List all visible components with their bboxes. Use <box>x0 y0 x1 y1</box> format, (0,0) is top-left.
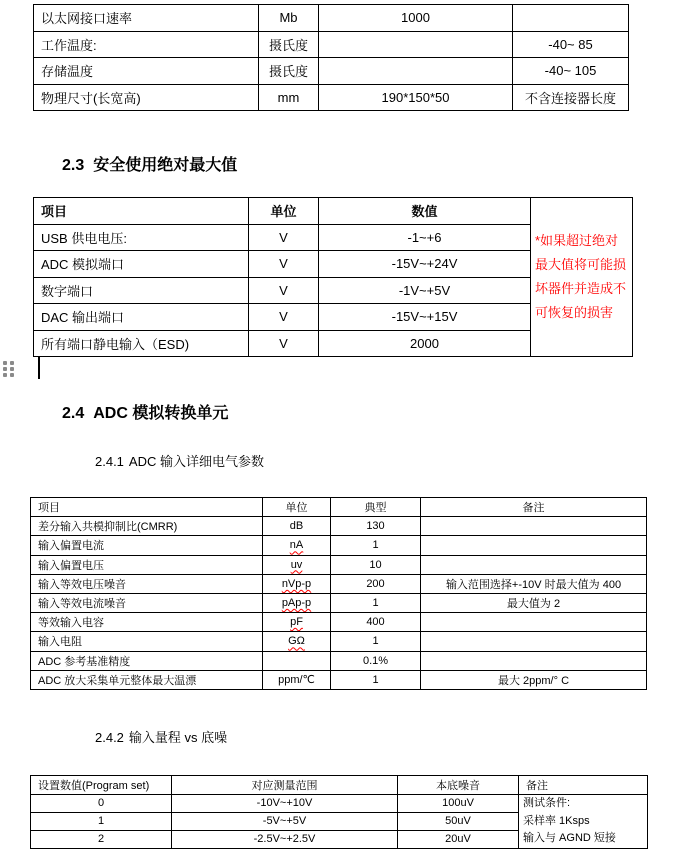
rating-item: 数字端口 <box>34 277 249 304</box>
text-cursor <box>38 356 40 379</box>
col-header-note: 备注 <box>519 776 648 795</box>
range-value: -2.5V~+2.5V <box>172 830 398 848</box>
col-header-range: 对应测量范围 <box>172 776 398 795</box>
spec-value: 1000 <box>319 5 513 32</box>
table-row <box>31 517 647 536</box>
warning-note: *如果超过绝对最大值将可能损坏器件并造成不可恢复的损害 <box>531 198 633 357</box>
abs-max-table <box>33 197 633 357</box>
param-note <box>421 651 647 670</box>
spec-value <box>319 58 513 85</box>
param-typical: 1 <box>331 593 421 612</box>
table-row <box>31 555 647 574</box>
param-note: 最大值为 2 <box>421 593 647 612</box>
spec-note: -40~ 85 <box>513 31 629 58</box>
param-item: 输入电阻 <box>31 632 263 651</box>
noise-value: 20uV <box>398 830 519 848</box>
param-typical: 1 <box>331 536 421 555</box>
col-header-item: 项目 <box>31 498 263 517</box>
param-item: 输入等效电流噪音 <box>31 593 263 612</box>
table-row <box>31 536 647 555</box>
spec-unit: 摄氏度 <box>259 58 319 85</box>
param-unit <box>263 651 331 670</box>
rating-unit: V <box>249 251 319 278</box>
param-typical: 130 <box>331 517 421 536</box>
param-typical: 0.1% <box>331 651 421 670</box>
param-note: 最大 2ppm/° C <box>421 670 647 689</box>
spec-item: 存储温度 <box>34 58 259 85</box>
section-heading-2-3 <box>62 152 237 175</box>
rating-unit: V <box>249 304 319 331</box>
section-title: 输入量程 vs 底噪 <box>128 730 228 745</box>
param-typical: 1 <box>331 670 421 689</box>
col-header-value: 数值 <box>319 198 531 225</box>
rating-item: DAC 输出端口 <box>34 304 249 331</box>
spec-unit: 摄氏度 <box>259 31 319 58</box>
section-number: 2.4 <box>62 405 85 422</box>
param-note <box>421 555 647 574</box>
note-line: 采样率 1Ksps <box>523 814 590 827</box>
param-item: 输入偏置电流 <box>31 536 263 555</box>
col-header-item: 项目 <box>34 198 249 225</box>
table-row <box>31 632 647 651</box>
program-set-value: 2 <box>31 830 172 848</box>
param-unit <box>263 632 331 651</box>
param-unit <box>263 555 331 574</box>
note-line: 输入与 AGND 短接 <box>523 832 616 845</box>
col-header-noise: 本底噪音 <box>398 776 519 795</box>
table-row <box>31 574 647 593</box>
param-note <box>421 517 647 536</box>
param-note <box>421 632 647 651</box>
table-header-row <box>31 498 647 517</box>
misspelled-unit: nA <box>289 539 304 552</box>
param-note <box>421 536 647 555</box>
col-header-unit: 单位 <box>249 198 319 225</box>
col-header-note: 备注 <box>421 498 647 517</box>
spec-note: -40~ 105 <box>513 58 629 85</box>
section-number: 2.4.1 <box>95 454 124 469</box>
param-note: 输入范围选择+-10V 时最大值为 400 <box>421 574 647 593</box>
device-spec-table <box>33 4 629 111</box>
param-unit: dB <box>263 517 331 536</box>
param-note <box>421 613 647 632</box>
table-row <box>34 58 629 85</box>
table-row <box>31 670 647 689</box>
table-row <box>31 593 647 612</box>
table-row <box>34 31 629 58</box>
misspelled-unit: uv <box>290 558 303 571</box>
section-heading-2-4-2 <box>95 727 227 746</box>
col-header-typical: 典型 <box>331 498 421 517</box>
param-typical: 10 <box>331 555 421 574</box>
spec-unit: mm <box>259 84 319 111</box>
col-header-unit: 单位 <box>263 498 331 517</box>
spec-unit: Mb <box>259 5 319 32</box>
table-row <box>34 84 629 111</box>
param-item: 输入偏置电压 <box>31 555 263 574</box>
param-unit <box>263 574 331 593</box>
section-title: ADC 输入详细电气参数 <box>128 454 264 469</box>
table-drag-handle-icon[interactable] <box>3 361 14 377</box>
spec-value: 190*150*50 <box>319 84 513 111</box>
param-item: 输入等效电压噪音 <box>31 574 263 593</box>
section-heading-2-4-1 <box>95 451 264 470</box>
table-header-row <box>34 198 633 225</box>
misspelled-unit: nVp-p <box>281 577 312 590</box>
range-value: -10V~+10V <box>172 795 398 813</box>
rating-value: -15V~+15V <box>319 304 531 331</box>
section-title: 安全使用绝对最大值 <box>93 157 238 174</box>
rating-value: -1~+6 <box>319 224 531 251</box>
spec-note: 不含连接器长度 <box>513 84 629 111</box>
note-line: 测试条件: <box>523 797 571 809</box>
spec-note <box>513 5 629 32</box>
noise-value: 50uV <box>398 812 519 830</box>
param-typical: 1 <box>331 632 421 651</box>
rating-item: USB 供电电压: <box>34 224 249 251</box>
table-row <box>34 5 629 32</box>
section-title: ADC 模拟转换单元 <box>93 405 229 422</box>
rating-value: -1V~+5V <box>319 277 531 304</box>
spec-item: 物理尺寸(长宽高) <box>34 84 259 111</box>
adc-params-table <box>30 497 647 690</box>
misspelled-unit: pF <box>290 616 303 629</box>
rating-value: -15V~+24V <box>319 251 531 278</box>
param-typical: 400 <box>331 613 421 632</box>
range-value: -5V~+5V <box>172 812 398 830</box>
spec-value <box>319 31 513 58</box>
section-number: 2.4.2 <box>95 730 124 745</box>
misspelled-unit: pAp-p <box>281 597 312 610</box>
program-set-value: 0 <box>31 795 172 813</box>
param-unit: ppm/℃ <box>263 670 331 689</box>
rating-unit: V <box>249 277 319 304</box>
rating-item: 所有端口静电输入（ESD) <box>34 330 249 357</box>
param-unit <box>263 613 331 632</box>
table-row <box>31 651 647 670</box>
table-row <box>31 613 647 632</box>
col-header-program-set: 设置数值(Program set) <box>31 776 172 795</box>
misspelled-unit: GΩ <box>288 635 305 648</box>
param-item: ADC 参考基准精度 <box>31 651 263 670</box>
rating-item: ADC 模拟端口 <box>34 251 249 278</box>
param-item: 等效输入电容 <box>31 613 263 632</box>
spec-item: 以太网接口速率 <box>34 5 259 32</box>
test-conditions-note <box>519 795 648 849</box>
range-noise-table <box>30 775 648 849</box>
spec-item: 工作温度: <box>34 31 259 58</box>
section-number: 2.3 <box>62 157 85 174</box>
param-item: 差分输入共模抑制比(CMRR) <box>31 517 263 536</box>
param-item: ADC 放大采集单元整体最大温漂 <box>31 670 263 689</box>
program-set-value: 1 <box>31 812 172 830</box>
table-row <box>31 795 648 813</box>
rating-unit: V <box>249 224 319 251</box>
param-unit <box>263 536 331 555</box>
param-typical: 200 <box>331 574 421 593</box>
rating-unit: V <box>249 330 319 357</box>
rating-value: 2000 <box>319 330 531 357</box>
param-unit <box>263 593 331 612</box>
table-header-row <box>31 776 648 795</box>
section-heading-2-4 <box>62 400 228 423</box>
noise-value: 100uV <box>398 795 519 813</box>
